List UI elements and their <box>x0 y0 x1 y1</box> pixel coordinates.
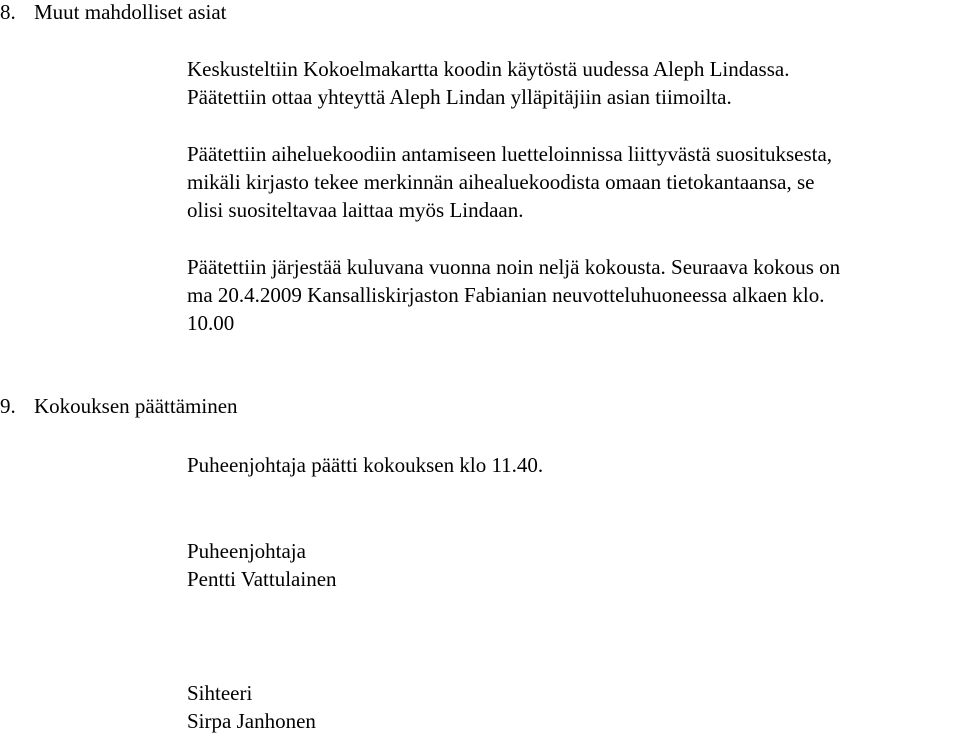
text-line: mikäli kirjasto tekee merkinnän aihealuekoodista omaan tietokantaansa, se <box>187 170 815 194</box>
text-line: 10.00 <box>187 311 235 335</box>
text-line: Puheenjohtaja päätti kokouksen klo 11.40. <box>187 453 544 477</box>
paragraph-kokoukset <box>187 253 957 337</box>
section-title: Kokouksen päättäminen <box>34 394 238 418</box>
text-line: Päätettiin aiheluekoodiin antamiseen luetteloinnissa liittyvästä suosituksesta, <box>187 142 833 166</box>
signature-role: Puheenjohtaja <box>187 539 306 563</box>
text-line: Päätettiin järjestää kuluvana vuonna noin neljä kokousta. Seuraava kokous on <box>187 255 841 279</box>
text-line: Päätettiin ottaa yhteyttä Aleph Lindan ylläpitäjiin asian tiimoilta. <box>187 85 732 109</box>
text-line: Keskusteltiin Kokoelmakartta koodin käytöstä uudessa Aleph Lindassa. <box>187 57 790 81</box>
section-number: 9. <box>0 394 16 418</box>
signature-role: Sihteeri <box>187 681 253 705</box>
section-title: Muut mahdolliset asiat <box>34 0 227 24</box>
signature-name: Pentti Vattulainen <box>187 567 337 591</box>
paragraph-paattaminen <box>187 451 957 479</box>
signature-chair <box>187 537 957 593</box>
text-line: ma 20.4.2009 Kansalliskirjaston Fabianian neuvotteluhuoneessa alkaen klo. <box>187 283 825 307</box>
signature-name: Sirpa Janhonen <box>187 709 316 733</box>
paragraph-aihealuekoodi <box>187 140 957 224</box>
section-number: 8. <box>0 0 16 24</box>
section-9-heading <box>0 394 238 419</box>
section-8-heading <box>0 0 226 25</box>
paragraph-kokoelmakartta <box>187 55 957 111</box>
text-line: olisi suositeltavaa laittaa myös Lindaan. <box>187 198 524 222</box>
signature-secretary <box>187 679 957 735</box>
